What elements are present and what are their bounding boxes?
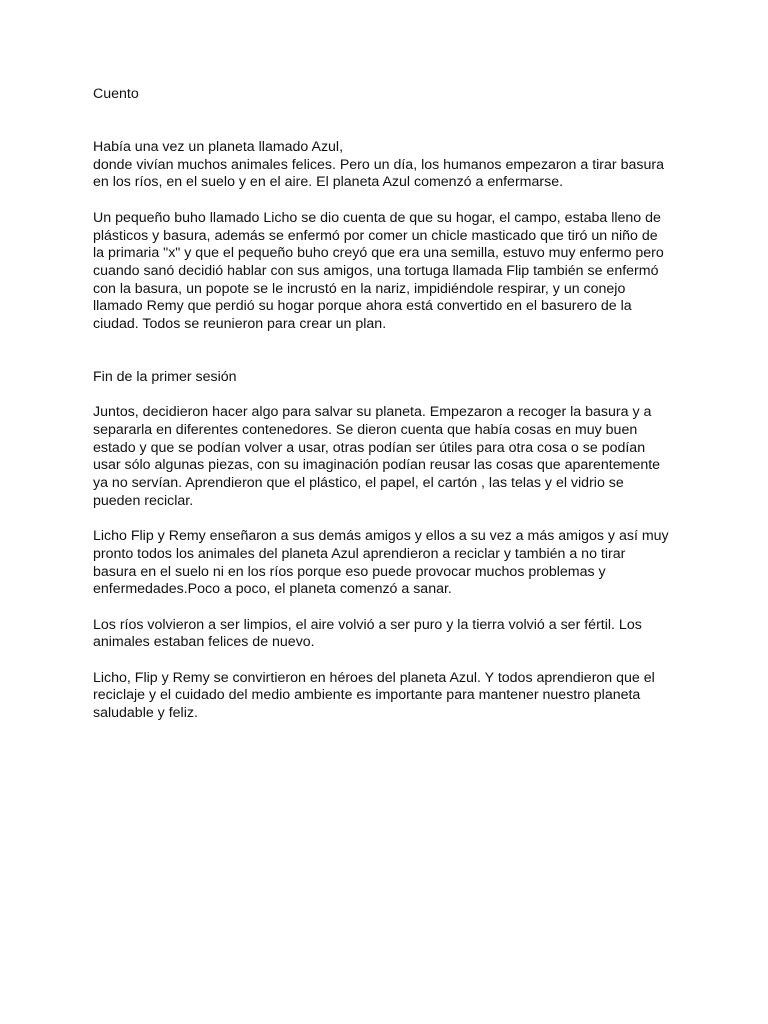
text-line: pronto todos los animales del planeta Azul aprendieron a reciclar y también a no tirar	[93, 545, 626, 562]
paragraph-6	[93, 670, 683, 723]
text-line: Licho, Flip y Remy se convirtieron en héroes del planeta Azul. Y todos aprendieron que el	[93, 669, 655, 686]
paragraph-3	[93, 404, 683, 510]
spacer	[93, 599, 683, 617]
paragraph-1	[93, 139, 683, 192]
paragraph-4	[93, 528, 683, 599]
text-line: con la basura, un popote se le incrustó en la nariz, impidiéndole respirar, y un conejo	[93, 280, 626, 297]
spacer	[93, 104, 683, 139]
paragraph-2	[93, 210, 683, 334]
text-line: plásticos y basura, además se enfermó por comer un chicle masticado que tiró un niño de	[93, 227, 658, 244]
document-title: Cuento	[93, 86, 139, 102]
document-body	[93, 86, 683, 723]
text-line: enfermedades.Poco a poco, el planeta comenzó a sanar.	[93, 581, 452, 598]
text-line: cuando sanó decidió hablar con sus amigos, una tortuga llamada Flip también se enfermó	[93, 262, 659, 279]
text-line: reciclaje y el cuidado del medio ambiente es importante para mantener nuestro planeta	[93, 687, 641, 704]
session-end-heading: Fin de la primer sesión	[93, 369, 237, 386]
text-line: ciudad. Todos se reunieron para crear un plan.	[93, 315, 387, 332]
text-line: donde vivían muchos animales felices. Pero un día, los humanos empezaron a tirar basura	[93, 156, 664, 173]
spacer	[93, 192, 683, 210]
text-line: Licho Flip y Remy enseñaron a sus demás amigos y ellos a su vez a más amigos y así muy	[93, 528, 669, 545]
spacer	[93, 334, 683, 369]
paragraph-5	[93, 617, 683, 652]
text-line: pueden reciclar.	[93, 492, 194, 509]
spacer	[93, 652, 683, 670]
text-line: saludable y feliz.	[93, 705, 198, 722]
text-line: separarla en diferentes contenedores. Se dieron cuenta que había cosas en muy buen	[93, 422, 638, 439]
text-line: Los ríos volvieron a ser limpios, el aire volvió a ser puro y la tierra volvió a ser fértil. Los	[93, 616, 642, 633]
spacer	[93, 387, 683, 405]
text-line: usar sólo algunas piezas, con su imaginación podían reusar las cosas que aparentemente	[93, 457, 661, 474]
text-line: la primaria "x" y que el pequeño buho creyó que era una semilla, estuvo muy enfermo pero	[93, 245, 664, 262]
text-line: ya no servían. Aprendieron que el plástico, el papel, el cartón , las telas y el vidrio se	[93, 475, 624, 492]
spacer	[93, 511, 683, 529]
text-line: estado y que se podían volver a usar, otras podían ser útiles para otra cosa o se podían	[93, 439, 646, 456]
text-line: Un pequeño buho llamado Licho se dio cuenta de que su hogar, el campo, estaba lleno de	[93, 209, 661, 226]
text-line: animales estaban felices de nuevo.	[93, 634, 315, 651]
text-line: basura en el suelo ni en los ríos porque eso puede provocar muchos problemas y	[93, 563, 606, 580]
text-line: Juntos, decidieron hacer algo para salvar su planeta. Empezaron a recoger la basura y a	[93, 404, 652, 421]
text-line: en los ríos, en el suelo y en el aire. El planeta Azul comenzó a enfermarse.	[93, 174, 564, 191]
text-line: Había una vez un planeta llamado Azul,	[93, 139, 344, 156]
text-line: llamado Remy que perdió su hogar porque ahora está convertido en el basurero de la	[93, 298, 632, 315]
